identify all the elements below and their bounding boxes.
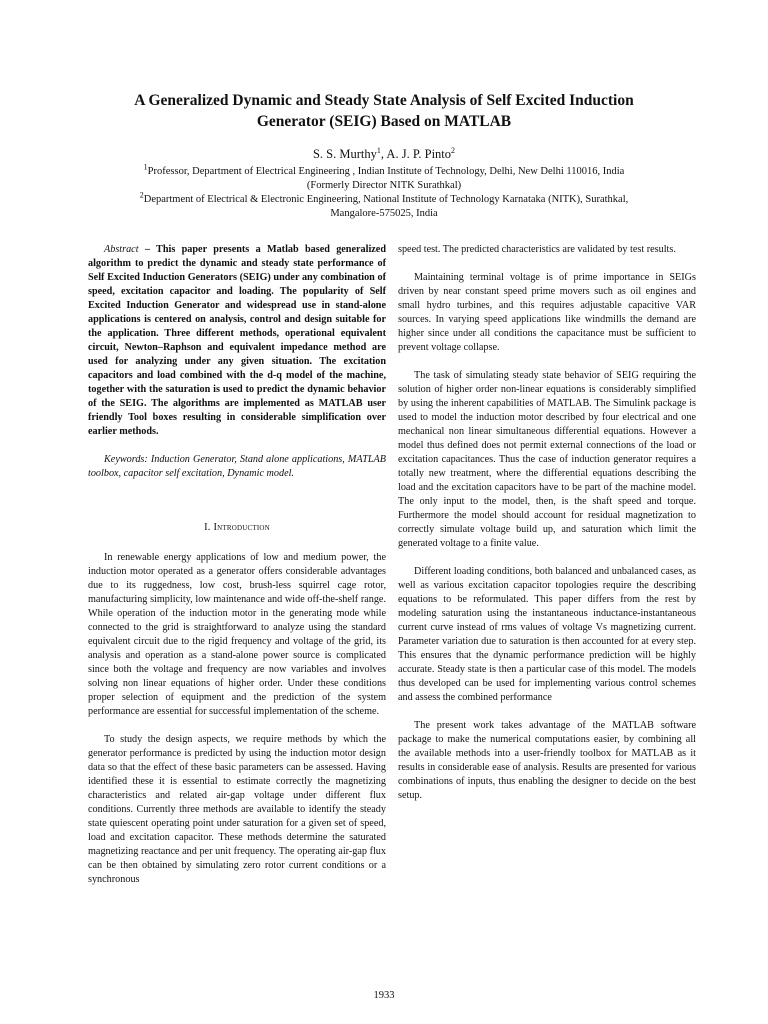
affiliation-1-note: (Formerly Director NITK Surathkal) [306, 180, 462, 191]
title-line-1: A Generalized Dynamic and Steady State Analysis of Self Excited Induction [134, 92, 634, 109]
paper-title [60, 90, 708, 132]
left-column [88, 243, 386, 901]
author-1-marker: 1 [376, 145, 381, 155]
right-column [398, 243, 696, 817]
abstract-text: – This paper presents a Matlab based generalized algorithm to predict the dynamic and steady state performance of Self Excited Induction Generators (SEIG) under any combination of speed, excitation capacitor and loading. The popularity of Self Excited Induction Generator and widespread use in stand-alone applications is centered on analysis, control and design suitable for the application. Three different methods, operational equivalent circuit, Newton–Raphson and equivalent impedance method are used for analyzing under any given situation. The excitation capacitors and load combined with the d-q model of the machine, together with the saturation is used to predict the dynamic behavior of the SEIG. The algorithms are implemented as MATLAB user friendly Tool boxes resulting in considerable simplification over earlier methods. [88, 244, 386, 437]
right-paragraph-3: The task of simulating steady state behavior of SEIG requiring the solution of higher order non-linear equations is considerably simplified by using the inherent capabilities of MATLAB. The Simulink package is used to model the induction motor described by four electrical and one mechanical non linear simultaneous differential equations. However a model thus defined does not permit external connections of the load or excitation capacitances. Thus the case of induction generator requires a totally new treatment, where the differential equations describing the load and the excitation capacitors have to be part of the machine model. The only input to the model, then, is the shaft speed and torque. Furthermore the model should account for residual magnetization to correctly simulate voltage build up, and saturation which limit the generated voltage to a finite value. [398, 370, 696, 549]
affiliation-2-marker: 2 [139, 190, 144, 200]
affiliation-2-text: Department of Electrical & Electronic Engineering, National Institute of Technology Karnataka (NITK), Surathkal, [143, 194, 629, 205]
affiliation-2-line-2: Mangalore-575025, India [330, 208, 438, 219]
right-paragraph-1: speed test. The predicted characteristics are validated by test results. [398, 244, 676, 255]
author-list [60, 147, 708, 162]
author-1: S. S. Murthy [312, 147, 377, 161]
right-paragraph-4: Different loading conditions, both balanced and unbalanced cases, as well as various excitation capacitor topologies require the describing equations to be reformulated. This paper differs from the rest by modeling saturation using the instantaneous inductance-instantaneous current curve instead of rms values of voltage Vs magnetizing current. Parameter variation due to saturation is then accounted for at every step. This ensures that the dynamic performance prediction will be highly accurate. Steady state is then a particular case of this model. The models thus developed can be used for implementing various control schemes and assess the combined performance [398, 566, 696, 703]
affiliation-1-text: Professor, Department of Electrical Engineering , Indian Institute of Technology, Delhi, New Delhi 110016, India [147, 166, 625, 177]
right-paragraph-5: The present work takes advantage of the MATLAB software package to make the numerical computations easier, by combining all the available methods into a user-friendly toolbox for MATLAB as it results in considerable ease of analysis. Results are presented for various combinations of inputs, thus enabling the designer to decide on the best setup. [398, 720, 696, 801]
abstract-lead: Abstract [104, 244, 139, 255]
affiliation-1 [60, 162, 708, 193]
section-number: I. [204, 522, 214, 533]
author-separator: , [380, 147, 387, 161]
right-paragraph-2: Maintaining terminal voltage is of prime importance in SEIGs driven by near constant speed prime movers such as oil engines and small hydro turbines, and this requires adjustable capacitive VAR sources. In varying speed applications like windmills the demand are higher since under all conditions the capacitance must be sufficient to prevent voltage collapse. [398, 272, 696, 353]
keywords: Keywords: Induction Generator, Stand alone applications, MATLAB toolbox, capacitor self excitation, Dynamic model. [88, 454, 386, 479]
page-number: 1933 [373, 990, 395, 1001]
author-2: A. J. P. Pinto [386, 147, 452, 161]
section-name: Introduction [213, 522, 270, 533]
section-heading-introduction [88, 521, 386, 535]
left-paragraph-1: In renewable energy applications of low and medium power, the induction motor operated as a generator offers considerable advantages due to its ruggedness, low cost, brush-less squirrel cage rotor, manufacturing simplicity, low maintenance and wide off-the-shelf range. While operation of the induction motor in the generating mode while connected to the grid is straightforward to analyze using the standard equivalent circuit due to the rigid frequency and voltage of the grid, its analysis and operation as a stand-alone power source is complicated since both the voltage and frequency are now variables and involves solving non linear equations of higher order. Under these conditions proper selection of equipment and the prediction of the system performance are essential for successful implementation of the scheme. [88, 552, 386, 717]
title-line-2: Generator (SEIG) Based on MATLAB [256, 113, 512, 130]
author-2-marker: 2 [451, 145, 456, 155]
abstract [88, 243, 386, 439]
affiliation-1-marker: 1 [143, 162, 148, 172]
left-paragraph-2: To study the design aspects, we require methods by which the generator performance is predicted by using the induction motor design data so that the effect of these basic parameters can be assessed. Having identified these it is essential to estimate correctly the magnetizing characteristics and related air-gap voltage under different flux conditions. Currently three methods are available to identify the steady state quiescent operating point under saturation for a given set of speed, load and excitation capacitor. These methods determine the saturated magnetizing reactance and per unit frequency. The operating air-gap flux can be then obtained by simulating zero rotor current conditions or a synchronous [88, 734, 386, 885]
affiliation-2 [60, 190, 708, 221]
